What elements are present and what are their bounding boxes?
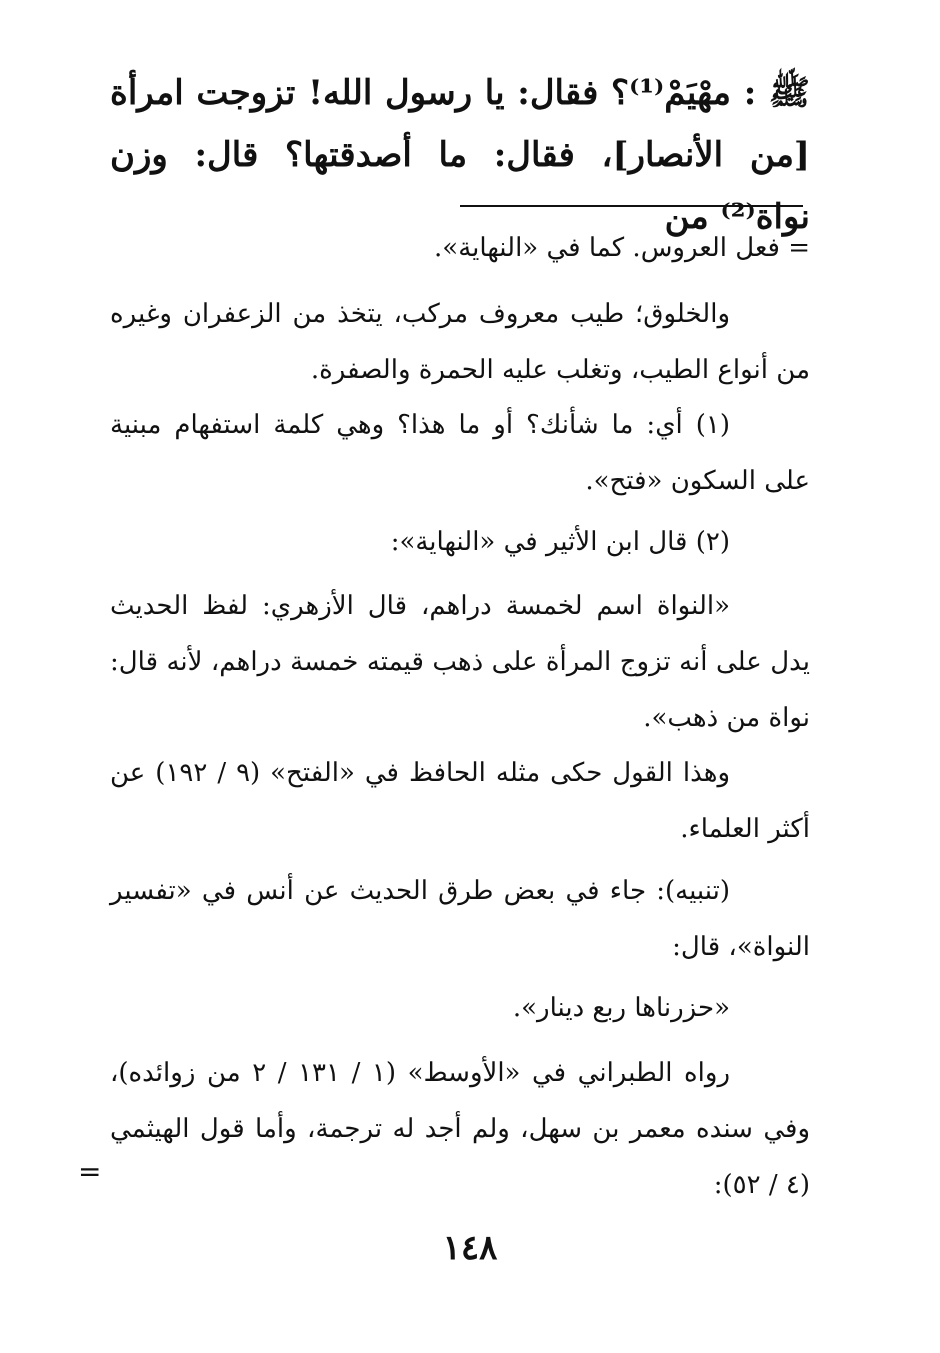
footnote-2-tabarani: رواه الطبراني في «الأوسط» (١ / ١٣١ / ٢ من زوائده)، وفي سنده معمر بن سهل، ولم أجد له ترجمة، وأما قول الهيثمي (٤ / ٥٢): [110, 1058, 810, 1200]
footnote-2-quote: «النواة اسم لخمسة دراهم، قال الأزهري: لفظ الحديث يدل على أنه تزوج المرأة على ذهب قيمته خمسة دراهم، لأنه قال: نواة من ذهب». [110, 591, 810, 733]
page-number: ١٤٨ [442, 1228, 498, 1268]
footnote-paragraph-khaluq: والخلوق؛ طيب معروف مركب، يتخذ من الزعفران وغيره من أنواع الطيب، وتغلب عليه الحمرة والصفرة. [110, 299, 810, 385]
footnote-continuation-line: = فعل العروس. كما في «النهاية». [434, 233, 810, 263]
footnote-2-quote-2: «حزرناها ربع دينار». [512, 993, 730, 1023]
footnote-separator [460, 205, 803, 207]
footnote-2: (٢) قال ابن الأثير في «النهاية»: [390, 527, 730, 557]
footnote-2-note: (تنبيه): جاء في بعض طرق الحديث عن أنس في «تفسير النواة»، قال: [110, 876, 810, 962]
continuation-mark: = [78, 1155, 102, 1188]
main-text: ﷺ : مهْيَمْ⁽¹⁾؟ فقال: يا رسول الله! تزوجت امرأة [من الأنصار]، فقال: ما أصدقتها؟ قال: وزن نواة⁽²⁾ من [110, 73, 810, 237]
footnote-1: (١) أي: ما شأنك؟ أو ما هذا؟ وهي كلمة استفهام مبنية على السكون «فتح». [110, 410, 810, 496]
footnote-2-fath: وهذا القول حكى مثله الحافظ في «الفتح» (٩ / ١٩٢) عن أكثر العلماء. [110, 758, 810, 844]
